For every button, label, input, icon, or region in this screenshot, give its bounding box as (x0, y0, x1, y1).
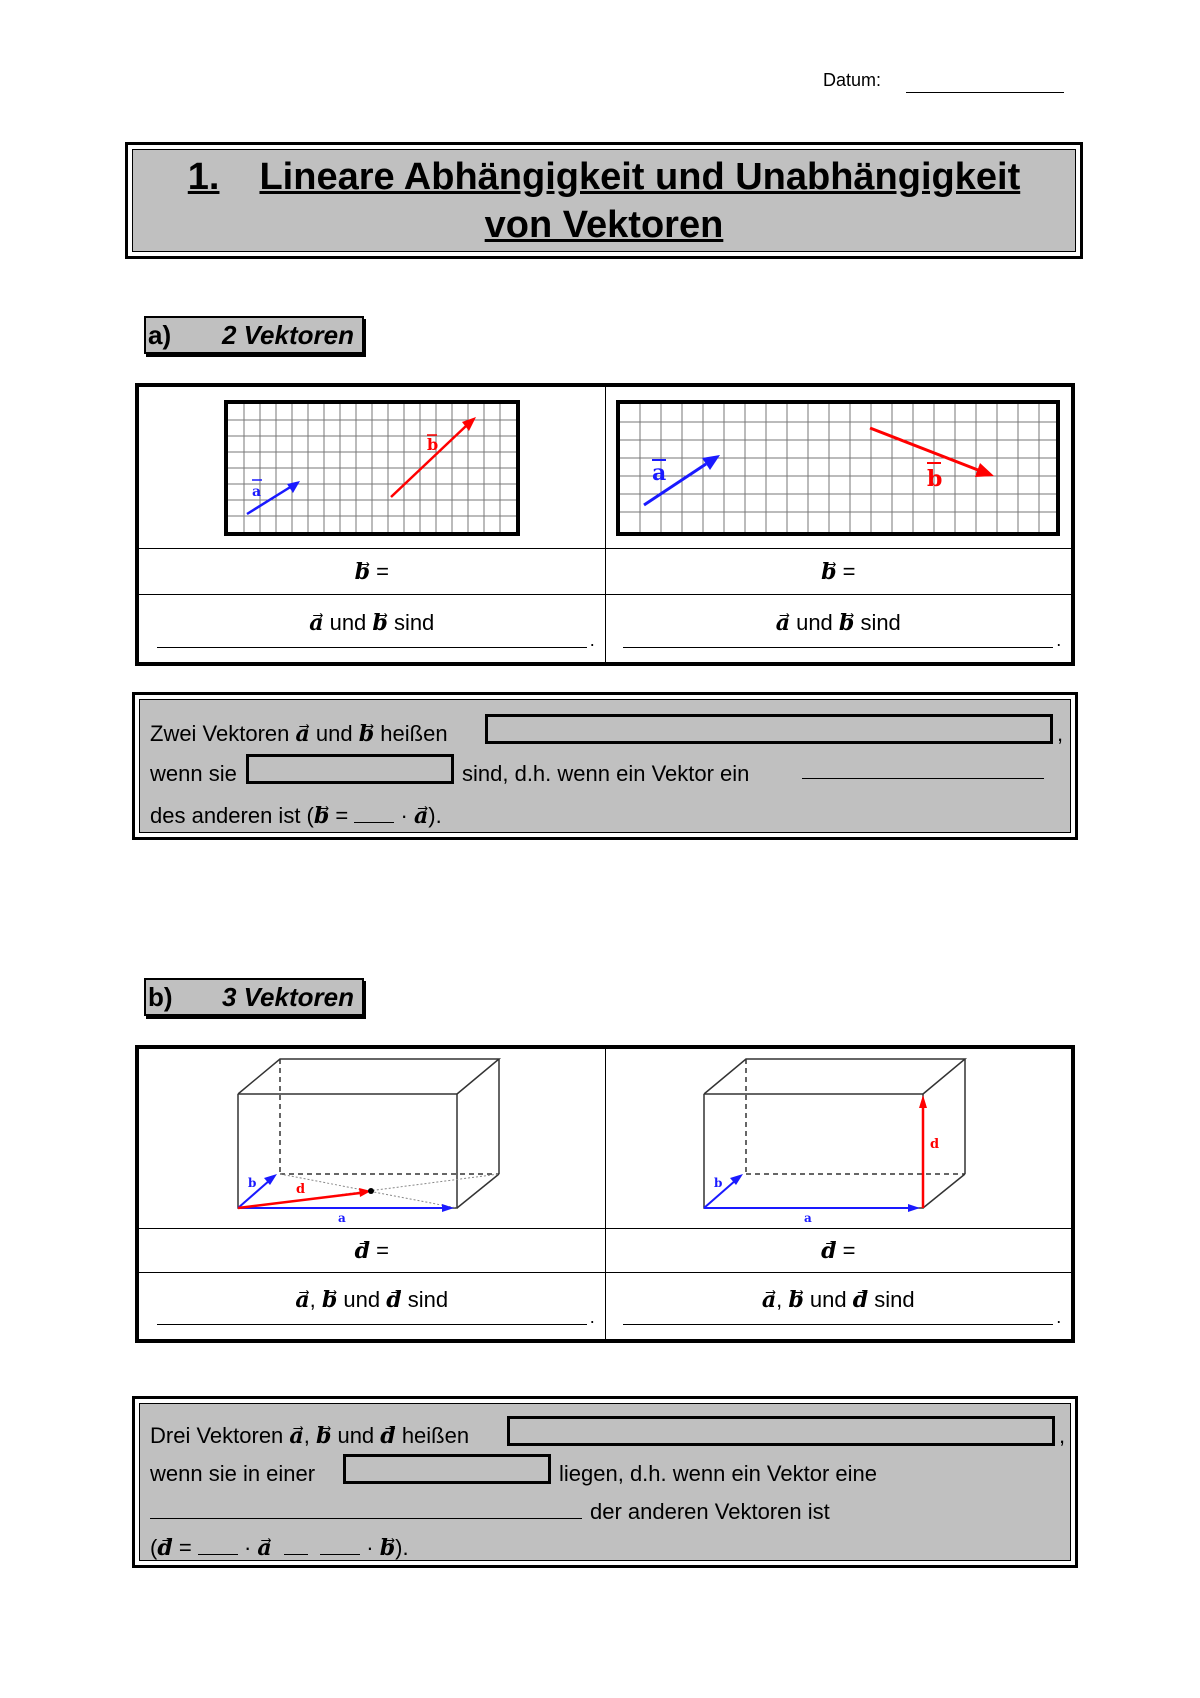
sentb-comma-2: , (776, 1287, 783, 1312)
sent-vec-a-2: a (775, 609, 790, 636)
def-b-formula-b: b (379, 1535, 396, 1561)
sent-period-2: . (1056, 629, 1062, 650)
box-noncoplanar-vectors (698, 1054, 978, 1224)
fill-box-linear-dependent[interactable] (485, 714, 1053, 744)
def-a-formula-b: b (313, 803, 330, 829)
eq-vector-b: b (354, 558, 370, 585)
sentb-vec-a-2: a (761, 1287, 777, 1313)
box-coplanar-vectors (232, 1054, 512, 1224)
def-b-formula-dot: · (243, 1535, 252, 1560)
definition-box-b (132, 1396, 1078, 1568)
fill-box-linear-dependent-b[interactable] (507, 1416, 1055, 1446)
cell-sentence-b-right[interactable]: a, b⃗ und d⃗ sind . (605, 1273, 1072, 1340)
sentb-und: und (343, 1287, 381, 1312)
def-a-vec-b: b (358, 721, 375, 747)
sentb-vec-b: b (321, 1287, 338, 1313)
eq-vector-d-2: d (821, 1237, 837, 1264)
cell-eq-d-left[interactable]: d⃗ = (139, 1229, 606, 1273)
sentb-vec-d: d (386, 1287, 402, 1313)
sent-und: und (329, 609, 367, 635)
def-b-part4: der anderen Vektoren ist (590, 1499, 830, 1524)
def-b-formula-dot-2: · (366, 1535, 374, 1560)
def-b-formula-a: a (257, 1535, 272, 1561)
cell-eq-right[interactable]: b⃗ = (605, 549, 1072, 595)
fill-blank-factor-r[interactable] (198, 1554, 238, 1555)
cell-figure-coplanar (139, 1049, 606, 1229)
cell-figure-noncoplanar (605, 1049, 1072, 1229)
cell-eq-d-right[interactable]: d⃗ = (605, 1229, 1072, 1273)
def-a-und: und (315, 721, 353, 746)
eq-sign-2: = (842, 558, 856, 584)
def-a-part4: des anderen ist (150, 803, 301, 828)
def-b-comma2: , (1059, 1423, 1066, 1448)
section-b-title: 3 Vektoren (222, 982, 354, 1012)
def-b-formula-end: . (402, 1535, 409, 1560)
sentb-period: . (589, 1307, 595, 1327)
def-b-vec-d: d (380, 1423, 396, 1449)
eq-sign: = (376, 558, 389, 584)
fill-blank-operator[interactable] (284, 1554, 308, 1555)
def-a-part3: sind, d.h. wenn ein Vektor ein (462, 761, 750, 786)
def-a-comma: , (1057, 721, 1064, 746)
eq-d-sign-2: = (842, 1237, 856, 1263)
label-vec-b-2: b (927, 465, 943, 492)
def-a-formula-eq: = (335, 803, 349, 828)
def-b-vec-b: b (315, 1423, 332, 1449)
title-line-2: von Vektoren (484, 203, 724, 246)
title-line-1 (188, 153, 1020, 201)
definition-a-inner: Zwei Vektoren a⃗ und b⃗ heißen , wenn sie sind, d.h. wenn ein Vektor ein des anderen ist (b⃗ = · a⃗). (139, 699, 1071, 833)
label-vec-b: b (426, 434, 438, 454)
sentb-und-2: und (809, 1287, 847, 1312)
fig-b2-label-a: a (804, 1210, 813, 1224)
definition-b-inner: Drei Vektoren a, b⃗ und d⃗ heißen , wenn sie in einer liegen, d.h. wenn ein Vektor eine der anderen Vektoren ist (d⃗ = · a⃗ · b⃗). (139, 1403, 1071, 1561)
fig-b-label-d: d (295, 1181, 305, 1197)
grid-noncollinear-vectors (616, 400, 1060, 536)
sentb-sind-2: sind (874, 1287, 915, 1312)
def-b-comma: , (303, 1423, 310, 1448)
sentb-period-2: . (1056, 1307, 1062, 1327)
section-a-letter: a) (148, 320, 172, 350)
title-inner (132, 149, 1076, 252)
def-b-vec-a: a (289, 1423, 304, 1449)
sentb-comma: , (309, 1287, 316, 1312)
def-a-vec-a: a (295, 721, 310, 747)
def-a-heissen: heißen (380, 721, 448, 746)
fig-b-label-a: a (337, 1210, 346, 1224)
section-a-title: 2 Vektoren (222, 320, 354, 350)
sentb-sind: sind (407, 1287, 449, 1312)
fill-blank-factor-s[interactable] (320, 1554, 360, 1555)
fill-blank-multiple[interactable] (802, 778, 1044, 779)
sent-vec-a: a (309, 609, 324, 636)
sentb-vec-b-2: b (788, 1287, 804, 1313)
cell-sentence-b-left[interactable]: a, b⃗ und d⃗ sind . (139, 1273, 606, 1340)
def-b-part2: wenn sie in einer (150, 1461, 316, 1486)
cell-sentence-left[interactable]: a⃗ und b⃗ sind . (139, 595, 606, 663)
sent-und-2: und (796, 609, 833, 635)
def-a-formula-a: a (413, 803, 429, 829)
section-b-letter: b) (148, 982, 173, 1012)
fig-b-label-b: b (247, 1175, 257, 1190)
fill-box-collinear[interactable] (246, 754, 454, 784)
eq-d-sign: = (376, 1237, 389, 1263)
sent-vec-b-2: b (838, 609, 855, 636)
sentb-vec-a: a (295, 1287, 310, 1313)
def-a-part1: Zwei Vektoren (150, 721, 290, 746)
cell-figure-noncollinear (605, 387, 1072, 549)
cell-eq-left[interactable]: b⃗ = (139, 549, 606, 595)
def-a-formula-end: . (435, 803, 442, 828)
datum-blank[interactable] (906, 92, 1064, 93)
def-b-und: und (337, 1423, 375, 1448)
fig-b2-label-b: b (714, 1175, 723, 1190)
cell-figure-collinear (139, 387, 606, 549)
title-box (125, 142, 1083, 259)
fill-blank-linear-combination[interactable] (150, 1518, 582, 1519)
def-a-part2: wenn sie (150, 761, 237, 786)
fill-blank-factor-a[interactable] (354, 822, 394, 823)
section-b-label (144, 978, 364, 1016)
eq-vector-b-2: b (821, 558, 837, 585)
sent-vec-b: b (372, 609, 388, 636)
sent-period: . (589, 629, 595, 650)
def-b-formula-d: d (157, 1535, 173, 1561)
datum-label: Datum: (823, 70, 882, 90)
label-vec-a-2: a (652, 459, 667, 486)
def-b-part1: Drei Vektoren (150, 1423, 284, 1448)
label-vec-a: a (251, 483, 261, 500)
fill-box-plane[interactable] (343, 1454, 551, 1484)
section-a-label (144, 316, 364, 354)
def-b-formula-eq: = (178, 1535, 192, 1560)
grid-collinear-vectors (224, 400, 520, 536)
title-text-1: Lineare Abhängigkeit und Unabhängigkeit (259, 155, 1021, 198)
definition-box-a (132, 692, 1078, 840)
sent-sind-2: sind (860, 609, 901, 635)
table-two-vectors (135, 383, 1075, 666)
def-a-formula-dot: · (400, 803, 408, 828)
sent-sind: sind (393, 609, 435, 635)
sentb-vec-d-2: d (852, 1287, 869, 1313)
table-three-vectors (135, 1045, 1075, 1343)
def-b-part3: liegen, d.h. wenn ein Vektor eine (559, 1461, 878, 1486)
cell-sentence-right[interactable]: a⃗ und b⃗ sind . (605, 595, 1072, 663)
title-number: 1. (187, 155, 220, 198)
fig-b2-label-d: d (930, 1136, 940, 1152)
eq-vector-d: d (354, 1237, 370, 1264)
def-b-heissen: heißen (401, 1423, 470, 1448)
